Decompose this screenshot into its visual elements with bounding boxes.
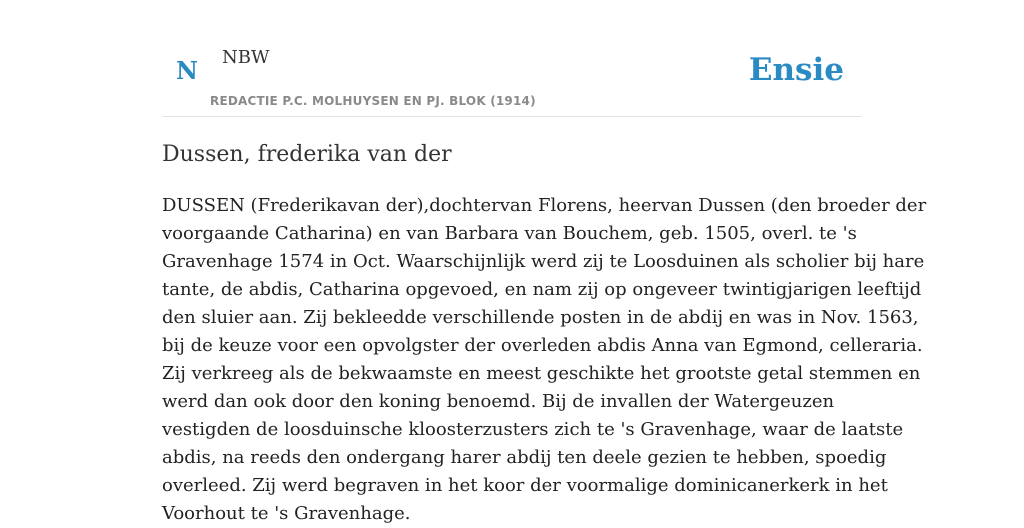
ensie-logo-link[interactable]: Ensie [748,52,844,88]
body-line: overleed. Zij werd begraven in het koor der voormalige dominicanerkerk in het [162,475,888,496]
source-logo-link[interactable]: N [176,56,198,85]
source-subtitle: REDACTIE P.C. MOLHUYSEN EN PJ. BLOK (1914) [210,94,536,108]
body-line: abdis, na reeds den ondergang harer abdij ten deele gezien te hebben, spoedig [162,447,887,468]
entry-body [162,192,927,528]
entry-title: Dussen, frederika van der [162,142,452,167]
body-line: DUSSEN (Frederikavan der),dochtervan Florens, heervan Dussen (den broeder der [162,195,927,216]
body-line: Zij verkreeg als de bekwaamste en meest geschikte het grootste getal stemmen en [162,363,921,384]
body-line: vestigden de loosduinsche kloosterzusters zich te 's Gravenhage, waar de laatste [162,419,904,440]
source-title: NBW [222,47,270,68]
body-line: bij de keuze voor een opvolgster der overleden abdis Anna van Egmond, celleraria. [162,335,923,356]
body-line: tante, de abdis, Catharina opgevoed, en nam zij op ongeveer twintigjarigen leeftijd [162,279,922,300]
body-line: werd dan ook door den koning benoemd. Bij de invallen der Watergeuzen [162,391,835,412]
body-line: Voorhout te 's Gravenhage. [162,503,411,524]
body-line: Gravenhage 1574 in Oct. Waarschijnlijk werd zij te Loosduinen als scholier bij hare [162,251,925,272]
site-header [162,0,862,117]
body-line: voorgaande Catharina) en van Barbara van Bouchem, geb. 1505, overl. te 's [162,223,857,244]
body-line: den sluier aan. Zij bekleedde verschillende posten in de abdij en was in Nov. 1563, [162,307,919,328]
